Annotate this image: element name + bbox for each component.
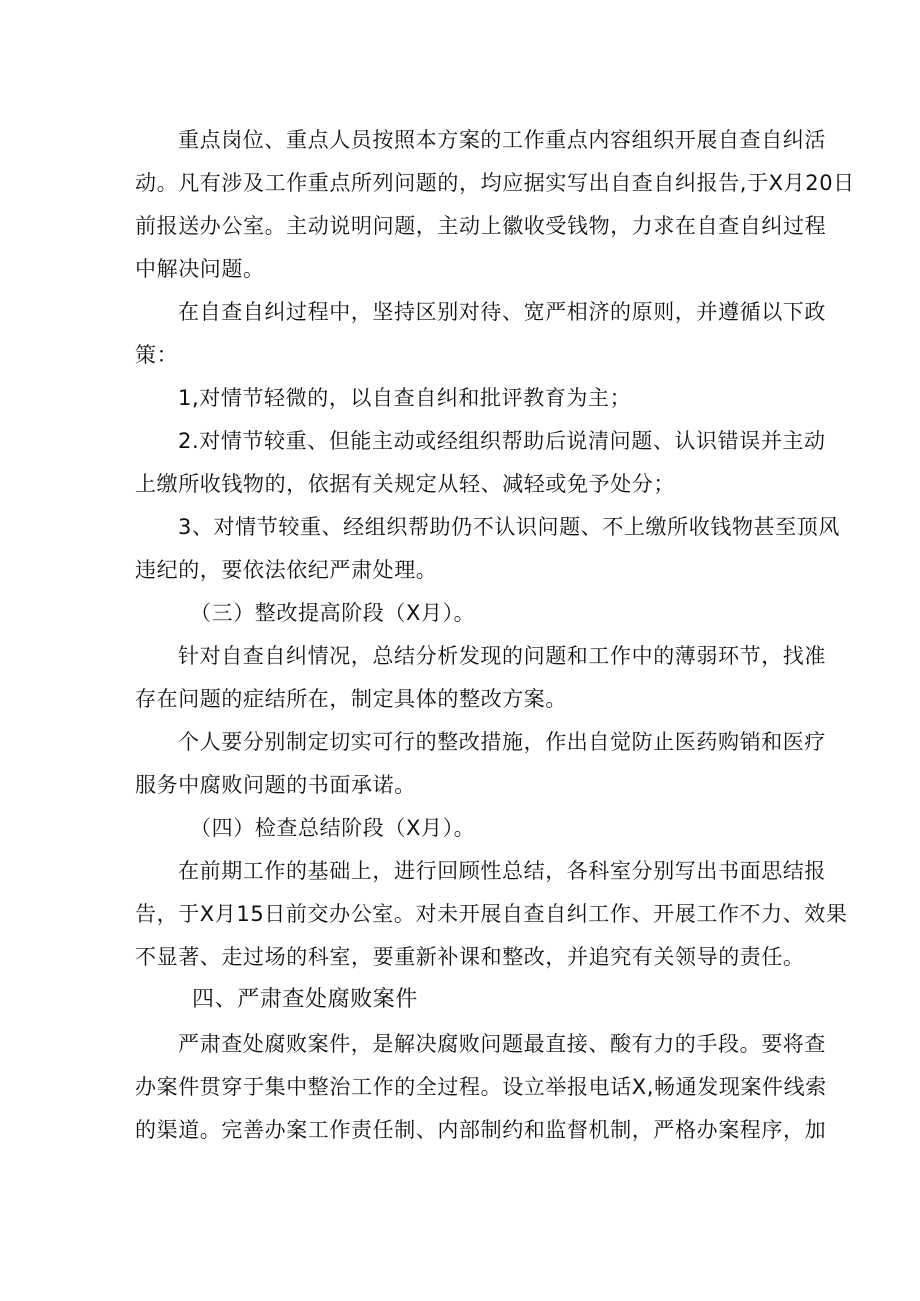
text-line: 动。凡有涉及工作重点所列问题的，均应据实写出自查自纠报告,于X月20日 — [135, 171, 855, 195]
list-item: 2.对情节较重、但能主动或经组织帮助后说清问题、认识错误并主动 — [178, 429, 826, 453]
text-line: 告，于X月15日前交办公室。对未开展自查自纠工作、开展工作不力、效果 — [135, 902, 848, 926]
text-line: 针对自查自纠情况，总结分析发现的问题和工作中的薄弱环节，找准 — [178, 644, 826, 668]
section-heading: （四）检查总结阶段（X月）。 — [190, 816, 476, 840]
text-line: 策： — [135, 343, 179, 367]
text-line: 中解决问题。 — [135, 257, 265, 281]
text-line: 上缴所收钱物的，依据有关规定从轻、减轻或免予处分； — [135, 472, 675, 496]
text-line: 的渠道。完善办案工作责任制、内部制约和监督机制，严格办案程序，加 — [135, 1118, 827, 1142]
text-line: 在前期工作的基础上，进行回顾性总结，各科室分别写出书面思结报 — [178, 859, 826, 883]
text-line: 服务中腐败问题的书面承诺。 — [135, 773, 416, 797]
section-heading: （三）整改提高阶段（X月）。 — [190, 601, 476, 625]
text-line: 在自查自纠过程中，坚持区别对待、宽严相济的原则，并遵循以下政 — [178, 300, 826, 324]
text-line: 违纪的，要依法依纪严肃处理。 — [135, 558, 438, 582]
text-line: 严肃查处腐败案件，是解决腐败问题最直接、酸有力的手段。要将查 — [178, 1032, 826, 1056]
text-line: 重点岗位、重点人员按照本方案的工作重点内容组织开展自查自纠活 — [178, 128, 826, 152]
text-line: 前报送办公室。主动说明问题，主动上徽收受钱物，力求在自查自纠过程 — [135, 214, 827, 238]
list-item: 3、对情节较重、经组织帮助仍不认识问题、不上缴所收钱物甚至顶风 — [178, 515, 840, 539]
text-line: 存在问题的症结所在，制定具体的整改方案。 — [135, 687, 567, 711]
list-item: 1,对情节轻微的，以自查自纠和批评教育为主； — [178, 386, 632, 410]
text-line: 不显著、走过场的科室，要重新补课和整改，并追究有关领导的责任。 — [135, 945, 805, 969]
chapter-heading: 四、严肃查处腐败案件 — [192, 987, 419, 1012]
text-line: 个人要分别制定切实可行的整改措施，作出自觉防止医药购销和医疗 — [178, 730, 826, 754]
text-line: 办案件贯穿于集中整治工作的全过程。设立举报电话X,畅通发现案件线索 — [135, 1075, 827, 1099]
